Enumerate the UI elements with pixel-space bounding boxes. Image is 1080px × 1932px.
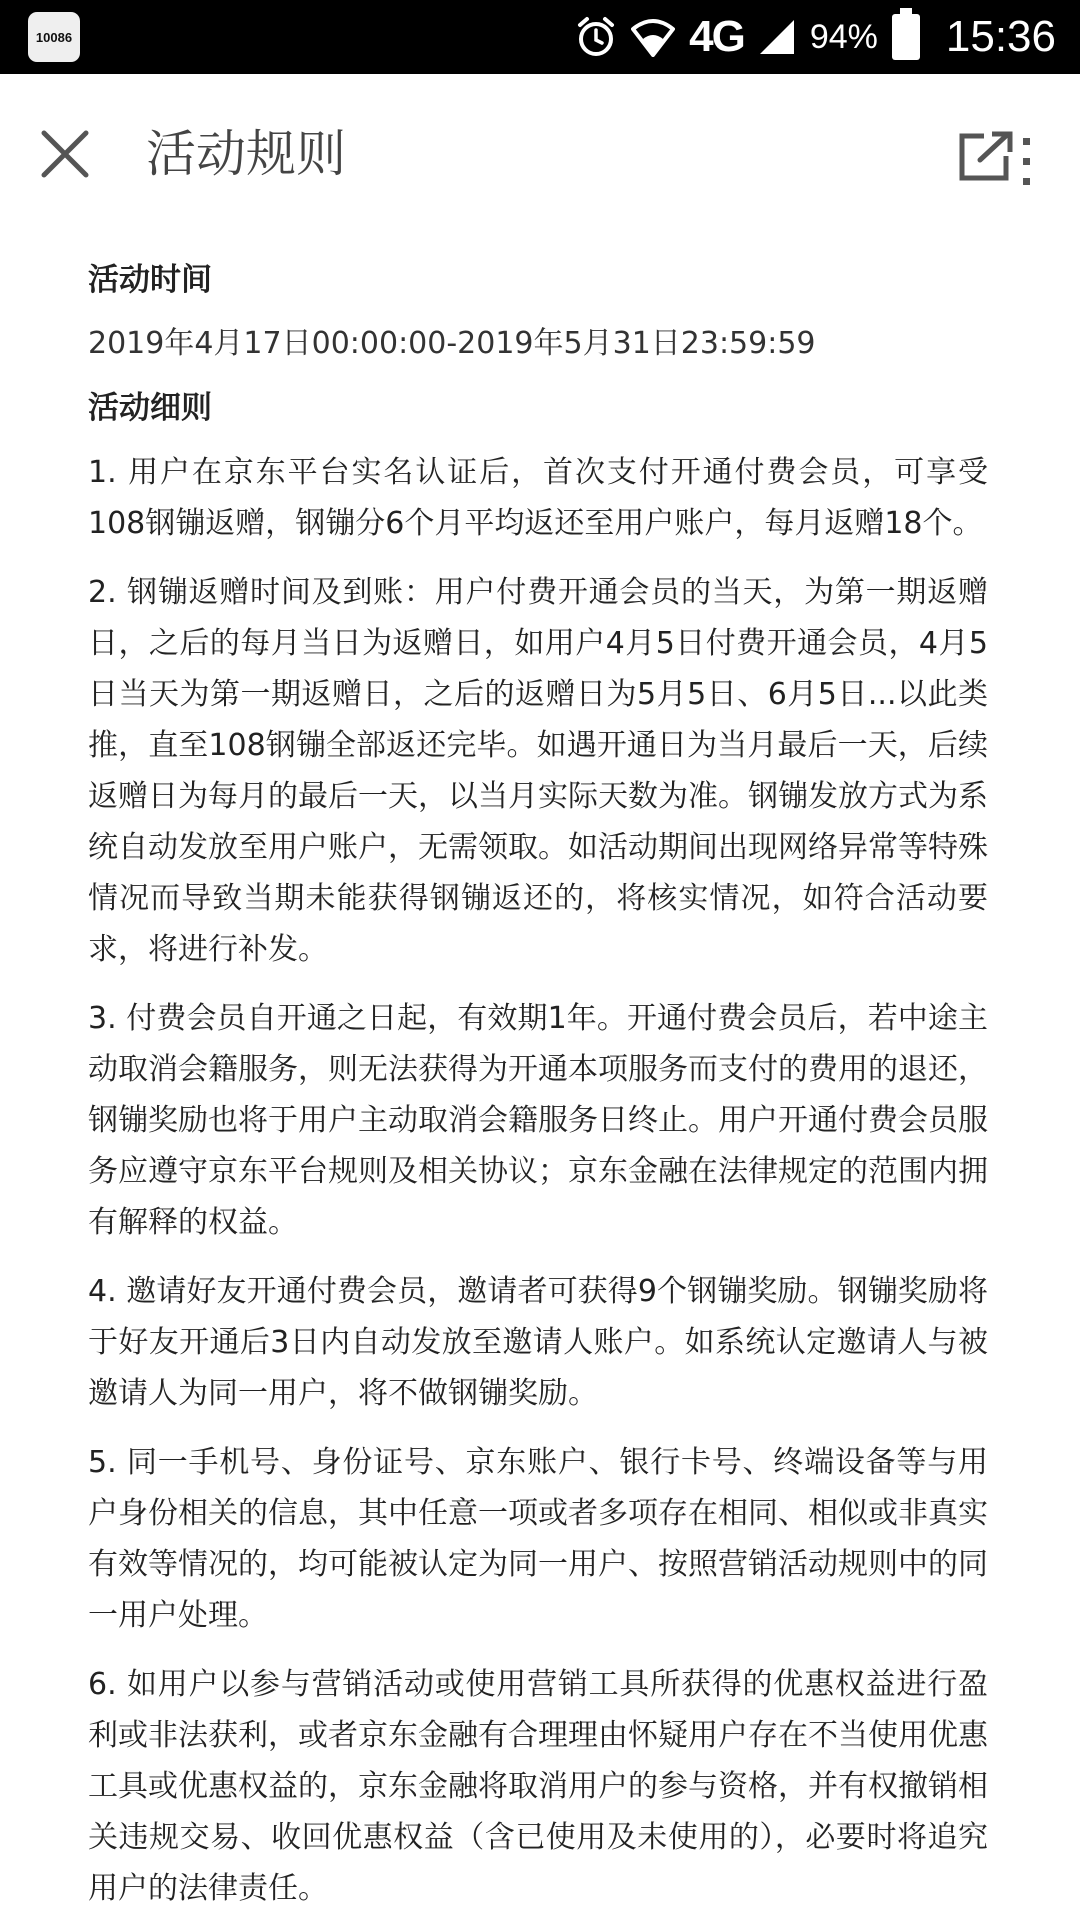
battery-percent: 94% <box>809 17 878 56</box>
app-header <box>0 74 1080 246</box>
battery-icon <box>892 14 920 60</box>
close-icon[interactable] <box>40 129 90 179</box>
network-type: 4G <box>689 12 744 61</box>
activity-time-heading: 活动时间 <box>88 262 212 298</box>
activity-time-range: 2019年4月17日00:00:00-2019年5月31日23:59:59 <box>88 326 816 361</box>
rule-item-1: 1. 用户在京东平台实名认证后，首次支付开通付费会员，可享受108钢镚返赠，钢镚分6个月平均返还至用户账户，每月返赠18个。 <box>88 455 988 541</box>
rule-item-6: 6. 如用户以参与营销活动或使用营销工具所获得的优惠权益进行盈利或非法获利，或者京东金融有合理理由怀疑用户存在不当使用优惠工具或优惠权益的，京东金融将取消用户的参与资格，并有权撤销相关违规交易、收回优惠权益（含已使用及未使用的），必要时将追究用户的法律责任。 <box>88 1667 988 1906</box>
status-bar <box>0 0 1080 74</box>
rule-item-5: 5. 同一手机号、身份证号、京东账户、银行卡号、终端设备等与用户身份相关的信息，其中任意一项或者多项存在相同、相似或非真实有效等情况的，均可能被认定为同一用户、按照营销活动规则中的同一用户处理。 <box>88 1445 988 1633</box>
rule-item-2: 2. 钢镚返赠时间及到账：用户付费开通会员的当天，为第一期返赠日，之后的每月当日为返赠日，如用户4月5日付费开通会员，4月5日当天为第一期返赠日，之后的返赠日为5月5日、6月5日...以此类推，直至108钢镚全部返还完毕。如遇开通日为当月最后一天，后续返赠日为每月的最后一天，以当月实际天数为准。钢镚发放方式为系统自动发放至用户账户，无需领取。如活动期间出现网络异常等特殊情况而导致当期未能获得钢镚返还的，将核实情况，如符合活动要求，将进行补发。 <box>88 575 988 967</box>
page-title: 活动规则 <box>146 125 346 183</box>
alarm-icon <box>575 16 617 58</box>
activity-rules-heading: 活动细则 <box>88 390 212 426</box>
rule-item-3: 3. 付费会员自开通之日起，有效期1年。开通付费会员后，若中途主动取消会籍服务，则无法获得为开通本项服务而支付的费用的退还，钢镚奖励也将于用户主动取消会籍服务日终止。用户开通付费会员服务应遵守京东平台规则及相关协议；京东金融在法律规定的范围内拥有解释的权益。 <box>88 1001 988 1240</box>
carrier-logo: 10086 <box>28 12 80 62</box>
share-icon[interactable] <box>956 130 1014 182</box>
signal-icon <box>758 18 796 56</box>
clock: 15:36 <box>945 12 1056 61</box>
rules-content <box>88 255 988 1932</box>
status-icons <box>561 0 1056 74</box>
rule-item-4: 4. 邀请好友开通付费会员，邀请者可获得9个钢镚奖励。钢镚奖励将于好友开通后3日内自动发放至邀请人账户。如系统认定邀请人与被邀请人为同一用户，将不做钢镚奖励。 <box>88 1274 988 1411</box>
wifi-icon <box>631 17 675 57</box>
more-options-icon[interactable] <box>1020 138 1034 188</box>
